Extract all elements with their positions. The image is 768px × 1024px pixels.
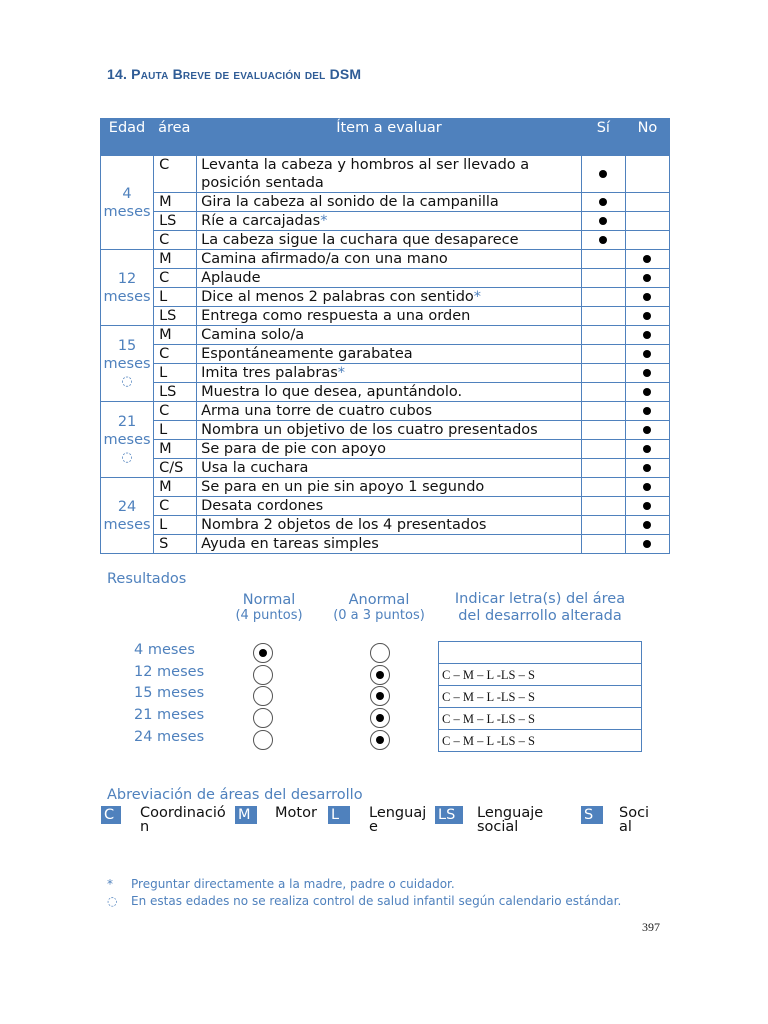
item-cell: [197, 364, 582, 383]
abbreviation-label-line2: social: [477, 819, 519, 835]
table-row: [101, 288, 670, 307]
no-cell: [625, 440, 669, 459]
abbreviations-title: Abreviación de áreas del desarrollo: [107, 787, 363, 803]
no-cell: [625, 459, 669, 478]
no-cell: [625, 269, 669, 288]
filled-dot-icon: [599, 236, 607, 244]
item-cell: [197, 459, 582, 478]
normal-radio[interactable]: [253, 686, 273, 706]
item-text: Entrega como respuesta a una orden: [201, 308, 471, 324]
table-row: [101, 402, 670, 421]
table-row: [101, 364, 670, 383]
abbreviation-code: LS: [435, 806, 463, 824]
item-text: Aplaude: [201, 270, 261, 286]
item-cell: [197, 478, 582, 497]
altered-areas-cell[interactable]: C – M – L -LS – S: [439, 686, 642, 708]
no-cell: [625, 497, 669, 516]
si-cell: [581, 402, 625, 421]
section-number: 14.: [107, 66, 128, 82]
area-cell: C: [154, 269, 197, 288]
item-cell: [197, 402, 582, 421]
si-cell: [581, 212, 625, 231]
header-area: área: [154, 119, 197, 156]
si-cell: [581, 364, 625, 383]
item-cell: [197, 383, 582, 402]
filled-dot-icon: [643, 312, 651, 320]
area-cell: L: [154, 421, 197, 440]
si-cell: [581, 307, 625, 326]
no-cell: [625, 231, 669, 250]
anormal-radio[interactable]: [370, 643, 390, 663]
item-cell: [197, 421, 582, 440]
item-text: Desata cordones: [201, 498, 324, 514]
abbreviation-label-line2: e: [369, 819, 378, 835]
filled-dot-icon: [643, 293, 651, 301]
abbreviation-label-line1: Soci: [619, 805, 650, 821]
no-cell: [625, 383, 669, 402]
table-row: [101, 250, 670, 269]
age-unit: meses: [103, 355, 151, 372]
result-age-label: 4 meses: [134, 642, 195, 658]
area-cell: LS: [154, 307, 197, 326]
altered-areas-row: [439, 686, 642, 708]
abbreviation-code: S: [581, 806, 603, 824]
si-cell: [581, 516, 625, 535]
si-cell: [581, 383, 625, 402]
si-cell: [581, 269, 625, 288]
item-text: Dice al menos 2 palabras con sentido: [201, 289, 474, 305]
radio-selected-dot: [259, 649, 267, 657]
normal-subtitle: (4 puntos): [235, 608, 303, 623]
normal-radio[interactable]: [253, 665, 273, 685]
note-dotted-text: En estas edades no se realiza control de salud infantil según calendario estándar.: [131, 894, 622, 908]
filled-dot-icon: [643, 483, 651, 491]
item-text: Muestra lo que desea, apuntándolo.: [201, 384, 463, 400]
no-cell: [625, 212, 669, 231]
item-text: Camina afirmado/a con una mano: [201, 251, 448, 267]
anormal-subtitle: (0 a 3 puntos): [333, 608, 425, 623]
abbreviation-label: [140, 806, 226, 834]
table-row: [101, 156, 670, 193]
age-unit: meses: [103, 288, 151, 305]
filled-dot-icon: [643, 255, 651, 263]
area-cell: C: [154, 231, 197, 250]
area-cell: C: [154, 402, 197, 421]
abbreviation-label-line1: Coordinació: [140, 805, 226, 821]
note-dotted: [107, 894, 621, 908]
altered-areas-cell[interactable]: C – M – L -LS – S: [439, 730, 642, 752]
table-row: [101, 383, 670, 402]
anormal-radio[interactable]: [370, 686, 390, 706]
table-row: [101, 516, 670, 535]
abbreviation-label-line1: Motor: [275, 805, 317, 821]
dotted-circle-icon: ◌: [121, 449, 133, 465]
result-age-label: 12 meses: [134, 664, 205, 680]
area-cell: L: [154, 288, 197, 307]
filled-dot-icon: [643, 369, 651, 377]
item-cell: [197, 193, 582, 212]
filled-dot-icon: [599, 198, 607, 206]
no-cell: [625, 535, 669, 554]
si-cell: [581, 478, 625, 497]
age-cell: [101, 156, 154, 250]
area-cell: M: [154, 326, 197, 345]
item-text: Espontáneamente garabatea: [201, 346, 413, 362]
abbreviation-label: [369, 806, 426, 834]
si-cell: [581, 421, 625, 440]
anormal-radio[interactable]: [370, 665, 390, 685]
altered-areas-row: [439, 708, 642, 730]
table-row: [101, 193, 670, 212]
altered-areas-cell[interactable]: [439, 642, 642, 664]
anormal-radio[interactable]: [370, 730, 390, 750]
abbreviation-code: M: [235, 806, 257, 824]
results-label: Resultados: [107, 571, 187, 587]
age-number: 12: [117, 270, 137, 287]
note-star: [107, 877, 455, 891]
radio-selected-dot: [376, 692, 384, 700]
table-row: [101, 212, 670, 231]
area-cell: M: [154, 440, 197, 459]
table-header-row: [101, 119, 670, 156]
radio-selected-dot: [376, 714, 384, 722]
no-cell: [625, 345, 669, 364]
asterisk-icon: *: [337, 365, 346, 381]
asterisk-icon: *: [320, 213, 328, 229]
filled-dot-icon: [643, 274, 651, 282]
normal-column-header: [220, 592, 318, 624]
normal-title: Normal: [242, 592, 296, 608]
no-cell: [625, 421, 669, 440]
normal-radio[interactable]: [253, 708, 273, 728]
filled-dot-icon: [643, 407, 651, 415]
filled-dot-icon: [643, 464, 651, 472]
area-cell: C: [154, 156, 197, 193]
item-cell: [197, 156, 582, 193]
age-unit: meses: [103, 516, 151, 533]
table-row: [101, 231, 670, 250]
no-cell: [625, 326, 669, 345]
age-cell: [101, 250, 154, 326]
anormal-title: Anormal: [348, 592, 410, 608]
item-cell: [197, 326, 582, 345]
si-cell: [581, 288, 625, 307]
abbreviation-label-line1: Lenguaje: [477, 805, 544, 821]
filled-dot-icon: [643, 540, 651, 548]
si-cell: [581, 345, 625, 364]
table-row: [101, 497, 670, 516]
age-cell: [101, 478, 154, 554]
age-number: 15: [117, 337, 137, 354]
area-cell: M: [154, 478, 197, 497]
asterisk-icon: *: [473, 289, 482, 305]
header-edad: Edad: [101, 119, 154, 156]
item-cell: [197, 231, 582, 250]
item-text: Nombra un objetivo de los cuatro presentados: [201, 422, 538, 438]
item-text: Ríe a carcajadas: [201, 213, 321, 229]
filled-dot-icon: [643, 350, 651, 358]
altered-areas-row: [439, 664, 642, 686]
si-cell: [581, 156, 625, 193]
age-cell: [101, 402, 154, 478]
item-text: Arma una torre de cuatro cubos: [201, 403, 433, 419]
item-text: La cabeza sigue la cuchara que desaparece: [201, 232, 519, 248]
age-number: 21: [117, 413, 137, 430]
age-number: 24: [117, 498, 137, 515]
filled-dot-icon: [599, 217, 607, 225]
table-row: [101, 459, 670, 478]
anormal-column-header: [326, 592, 432, 624]
table-row: [101, 326, 670, 345]
filled-dot-icon: [643, 331, 651, 339]
item-text: Se para en un pie sin apoyo 1 segundo: [201, 479, 485, 495]
table-row: [101, 269, 670, 288]
radio-selected-dot: [376, 736, 384, 744]
item-cell: [197, 516, 582, 535]
area-cell: M: [154, 193, 197, 212]
normal-radio[interactable]: [253, 730, 273, 750]
header-item: Ítem a evaluar: [197, 119, 582, 156]
asterisk-icon: *: [107, 877, 113, 891]
filled-dot-icon: [643, 502, 651, 510]
header-no: No: [625, 119, 669, 156]
si-cell: [581, 497, 625, 516]
header-si: Sí: [581, 119, 625, 156]
item-text: Camina solo/a: [201, 327, 305, 343]
altered-areas-row: [439, 730, 642, 752]
item-text: Nombra 2 objetos de los 4 presentados: [201, 517, 487, 533]
no-cell: [625, 478, 669, 497]
filled-dot-icon: [643, 521, 651, 529]
age-unit: meses: [103, 431, 151, 448]
table-row: [101, 345, 670, 364]
abbreviation-label: [275, 806, 317, 820]
normal-radio[interactable]: [253, 643, 273, 663]
area-cell: C: [154, 497, 197, 516]
item-cell: [197, 288, 582, 307]
area-cell: L: [154, 364, 197, 383]
no-cell: [625, 156, 669, 193]
no-cell: [625, 516, 669, 535]
table-row: [101, 421, 670, 440]
table-row: [101, 307, 670, 326]
altered-areas-table: [438, 641, 642, 752]
item-text: Imita tres palabras: [201, 365, 338, 381]
altered-areas-cell[interactable]: C – M – L -LS – S: [439, 708, 642, 730]
age-unit: meses: [103, 203, 151, 220]
age-cell: [101, 326, 154, 402]
result-age-label: 15 meses: [134, 685, 205, 701]
radio-selected-dot: [376, 671, 384, 679]
area-cell: LS: [154, 212, 197, 231]
item-text: Usa la cuchara: [201, 460, 309, 476]
item-text: Gira la cabeza al sonido de la campanilla: [201, 194, 499, 210]
item-text: Levanta la cabeza y hombros al ser llevado a posición sentada: [201, 157, 530, 191]
note-star-text: Preguntar directamente a la madre, padre o cuidador.: [131, 877, 455, 891]
abbreviation-label: [619, 806, 649, 834]
item-cell: [197, 535, 582, 554]
table-row: [101, 535, 670, 554]
evaluation-table: [100, 118, 670, 554]
abbreviation-label-line1: Lenguaj: [369, 805, 427, 821]
item-text: Se para de pie con apoyo: [201, 441, 386, 457]
filled-dot-icon: [643, 445, 651, 453]
altered-areas-cell[interactable]: C – M – L -LS – S: [439, 664, 642, 686]
item-text: Ayuda en tareas simples: [201, 536, 379, 552]
table-row: [101, 478, 670, 497]
area-cell: S: [154, 535, 197, 554]
no-cell: [625, 288, 669, 307]
area-cell: M: [154, 250, 197, 269]
item-cell: [197, 440, 582, 459]
indicar-column-header: Indicar letra(s) del área del desarrollo alterada: [454, 591, 626, 624]
si-cell: [581, 440, 625, 459]
abbreviation-code: L: [328, 806, 350, 824]
page-title: [107, 66, 361, 82]
age-number: 4: [122, 185, 132, 202]
si-cell: [581, 459, 625, 478]
dotted-circle-icon: ◌: [121, 373, 133, 389]
area-cell: L: [154, 516, 197, 535]
no-cell: [625, 193, 669, 212]
no-cell: [625, 402, 669, 421]
si-cell: [581, 535, 625, 554]
item-cell: [197, 269, 582, 288]
area-cell: C/S: [154, 459, 197, 478]
dotted-circle-icon: ◌: [107, 894, 118, 908]
table-row: [101, 440, 670, 459]
item-cell: [197, 497, 582, 516]
abbreviation-label-line2: al: [619, 819, 632, 835]
no-cell: [625, 250, 669, 269]
result-age-label: 21 meses: [134, 707, 205, 723]
section-title: Pauta Breve de evaluación del DSM: [131, 66, 362, 82]
filled-dot-icon: [643, 388, 651, 396]
si-cell: [581, 326, 625, 345]
filled-dot-icon: [643, 426, 651, 434]
abbreviation-label-line2: n: [140, 819, 150, 835]
si-cell: [581, 231, 625, 250]
no-cell: [625, 364, 669, 383]
abbreviation-label: [477, 806, 543, 834]
item-cell: [197, 307, 582, 326]
abbreviation-code: C: [101, 806, 121, 824]
no-cell: [625, 307, 669, 326]
area-cell: LS: [154, 383, 197, 402]
altered-areas-row: [439, 642, 642, 664]
item-cell: [197, 250, 582, 269]
page-number: 397: [642, 920, 660, 934]
anormal-radio[interactable]: [370, 708, 390, 728]
area-cell: C: [154, 345, 197, 364]
item-cell: [197, 212, 582, 231]
si-cell: [581, 193, 625, 212]
item-cell: [197, 345, 582, 364]
filled-dot-icon: [599, 170, 607, 178]
result-age-label: 24 meses: [134, 729, 205, 745]
si-cell: [581, 250, 625, 269]
